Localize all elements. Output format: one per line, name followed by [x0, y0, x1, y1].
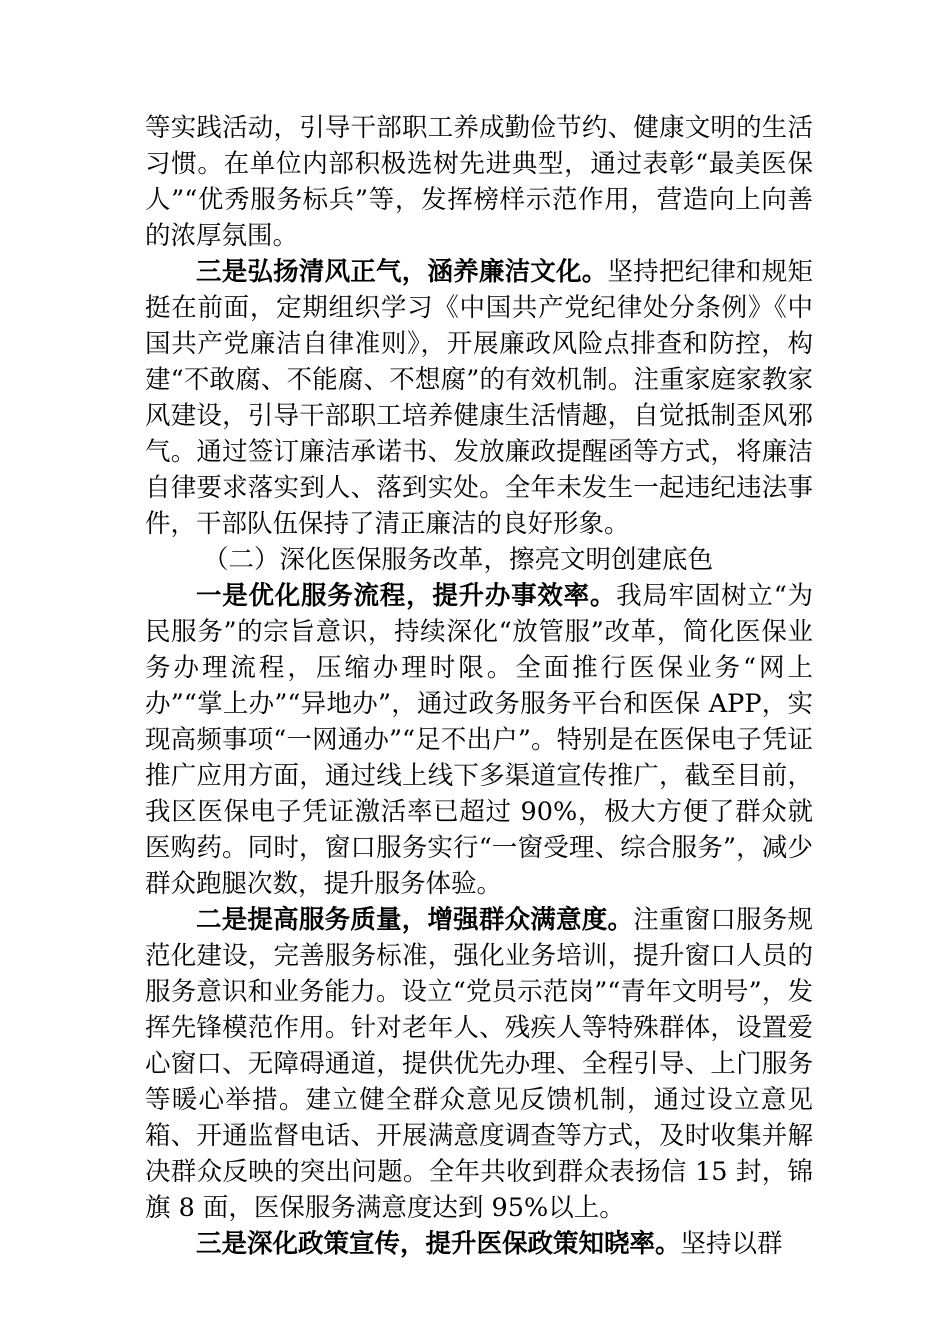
section-heading-service-reform	[145, 542, 813, 578]
paragraph-text: 注重窗口服务规范化建设，完善服务标准，强化业务培训，提升窗口人员的服务意识和业务能力。设立“党员示范岗”“青年文明号”，发挥先锋模范作用。针对老年人、残疾人等特殊群体，设置爱心窗口、无障碍通道，提供优先办理、全程引导、上门服务等暖心举措。建立健全群众意见反馈机制，通过设立意见箱、开通监督电话、开展满意度调查等方式，及时收集并解决群众反映的突出问题。全年共收到群众表扬信 15 封，锦旗 8 面，医保服务满意度达到 95%以上。	[145, 905, 813, 1223]
section-heading-text: （二）深化医保服务改革，擦亮文明创建底色	[203, 545, 714, 575]
document-body	[145, 110, 813, 1262]
paragraph-optimize-process	[145, 578, 813, 902]
paragraph-lead-heading: 三是深化政策宣传，提升医保政策知晓率。	[196, 1229, 681, 1259]
paragraph-integrity-culture	[145, 254, 813, 542]
paragraph-lead-heading: 二是提高服务质量，增强群众满意度。	[196, 905, 634, 935]
paragraph-practice-activities	[145, 110, 813, 254]
paragraph-text: 坚持把纪律和规矩挺在前面，定期组织学习《中国共产党纪律处分条例》《中国共产党廉洁自律准则》，开展廉政风险点排查和防控，构建“不敢腐、不能腐、不想腐”的有效机制。注重家庭家教家风建设，引导干部职工培养健康生活情趣，自觉抵制歪风邪气。通过签订廉洁承诺书、发放廉政提醒函等方式，将廉洁自律要求落实到人、落到实处。全年未发生一起违纪违法事件，干部队伍保持了清正廉洁的良好形象。	[145, 257, 813, 539]
paragraph-lead-heading: 一是优化服务流程，提升办事效率。	[196, 581, 617, 611]
paragraph-text: 我局牢固树立“为民服务”的宗旨意识，持续深化“放管服”改革，简化医保业务办理流程，压缩办理时限。全面推行医保业务“网上办”“掌上办”“异地办”，通过政务服务平台和医保 APP，实现高频事项“一网通办”“足不出户”。特别是在医保电子凭证推广应用方面，通过线上线下多渠道宣传推广，截至目前，我区医保电子凭证激活率已超过 90%，极大方便了群众就医购药。同时，窗口服务实行“一窗受理、综合服务”，减少群众跑腿次数，提升服务体验。	[145, 581, 813, 899]
paragraph-text: 等实践活动，引导干部职工养成勤俭节约、健康文明的生活习惯。在单位内部积极选树先进典型，通过表彰“最美医保人”“优秀服务标兵”等，发挥榜样示范作用，营造向上向善的浓厚氛围。	[145, 113, 813, 251]
paragraph-text: 坚持以群	[680, 1229, 783, 1259]
paragraph-service-quality	[145, 902, 813, 1226]
paragraph-lead-heading: 三是弘扬清风正气，涵养廉洁文化。	[196, 257, 608, 287]
paragraph-policy-publicity	[145, 1226, 813, 1262]
